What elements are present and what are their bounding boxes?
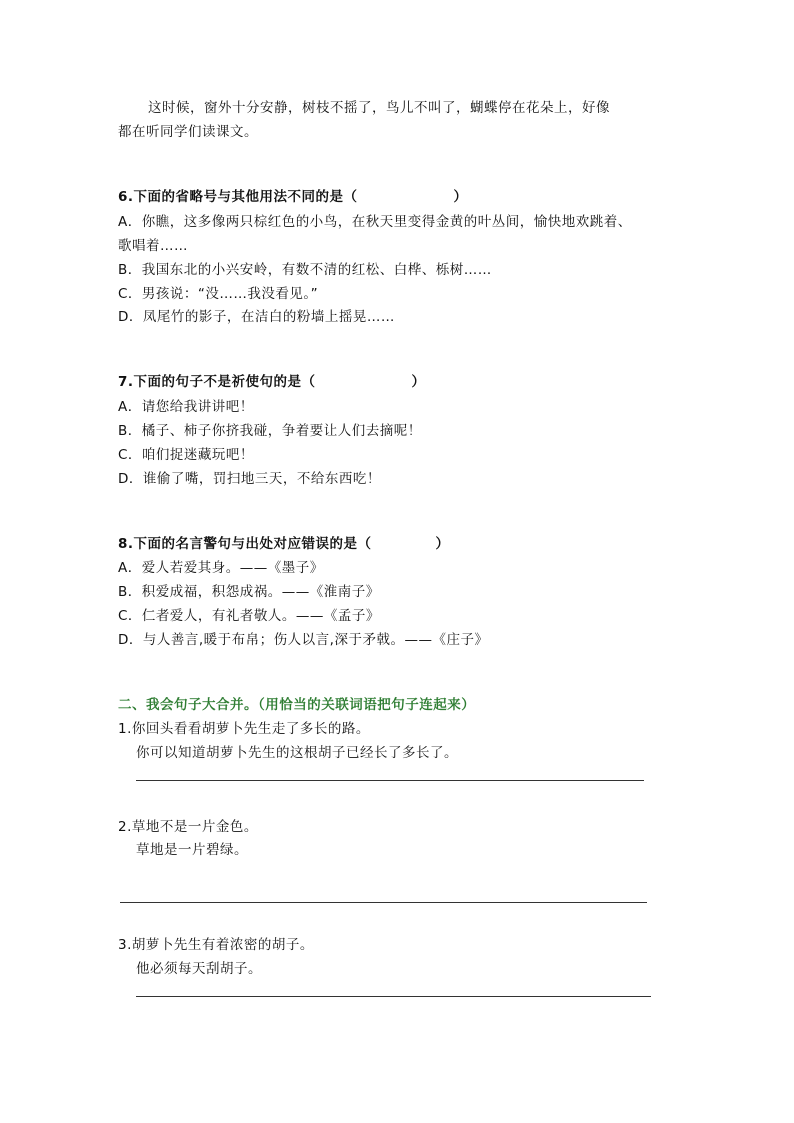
question-8-close: ） xyxy=(435,536,450,552)
q6-option-a-line-2: 歌唱着…… xyxy=(118,238,188,254)
answer-line-1[interactable] xyxy=(136,780,644,781)
q6-option-a-line-1: A．你瞧，这多像两只棕红色的小鸟，在秋天里变得金黄的叶丛间，愉快地欢跳着、 xyxy=(118,214,632,230)
q8-option-a: A．爱人若爱其身。——《墨子》 xyxy=(118,560,324,576)
q6-option-b: B．我国东北的小兴安岭，有数不清的红松、白桦、栎树…… xyxy=(118,262,492,278)
q6-option-d: D．凤尾竹的影子，在洁白的粉墙上摇晃…… xyxy=(118,309,395,325)
question-7-text: 7.下面的句子不是祈使句的是（ xyxy=(118,374,316,390)
question-7-close: ） xyxy=(411,374,426,390)
section-2-heading: 二、我会句子大合并。（用恰当的关联词语把句子连起来） xyxy=(118,697,476,713)
answer-line-2[interactable] xyxy=(120,902,647,903)
merge-item-3-sentence-2: 他必须每天刮胡子。 xyxy=(136,961,262,977)
question-6-close: ） xyxy=(453,189,468,205)
passage-line-1: 这时候，窗外十分安静，树枝不摇了，鸟儿不叫了，蝴蝶停在花朵上，好像 xyxy=(148,100,610,116)
question-7-stem xyxy=(118,372,426,392)
q6-option-c: C．男孩说：“没……我没看见。” xyxy=(118,286,319,302)
merge-item-2-sentence-1: 2.草地不是一片金色。 xyxy=(118,819,258,835)
q7-option-b: B．橘子、柿子你挤我碰，争着要让人们去摘呢！ xyxy=(118,423,422,439)
answer-line-3[interactable] xyxy=(136,996,651,997)
question-8-stem xyxy=(118,534,450,554)
merge-item-3-sentence-1: 3.胡萝卜先生有着浓密的胡子。 xyxy=(118,937,314,953)
q8-option-c: C．仁者爱人，有礼者敬人。——《孟子》 xyxy=(118,608,380,624)
question-6-text: 6.下面的省略号与其他用法不同的是（ xyxy=(118,189,358,205)
q7-option-a: A．请您给我讲讲吧！ xyxy=(118,399,254,415)
q8-option-d: D．与人善言,暖于布帛；伤人以言,深于矛戟。——《庄子》 xyxy=(118,632,489,648)
q7-option-d: D．谁偷了嘴，罚扫地三天，不给东西吃！ xyxy=(118,471,381,487)
q8-option-b: B．积爱成福，积怨成祸。——《淮南子》 xyxy=(118,584,380,600)
merge-item-2-sentence-2: 草地是一片碧绿。 xyxy=(136,842,248,858)
question-6-stem xyxy=(118,187,468,207)
q7-option-c: C．咱们捉迷藏玩吧！ xyxy=(118,447,254,463)
passage-line-2: 都在听同学们读课文。 xyxy=(118,124,258,140)
question-8-text: 8.下面的名言警句与出处对应错误的是（ xyxy=(118,536,372,552)
merge-item-1-sentence-1: 1.你回头看看胡萝卜先生走了多长的路。 xyxy=(118,721,370,737)
merge-item-1-sentence-2: 你可以知道胡萝卜先生的这根胡子已经长了多长了。 xyxy=(136,745,458,761)
